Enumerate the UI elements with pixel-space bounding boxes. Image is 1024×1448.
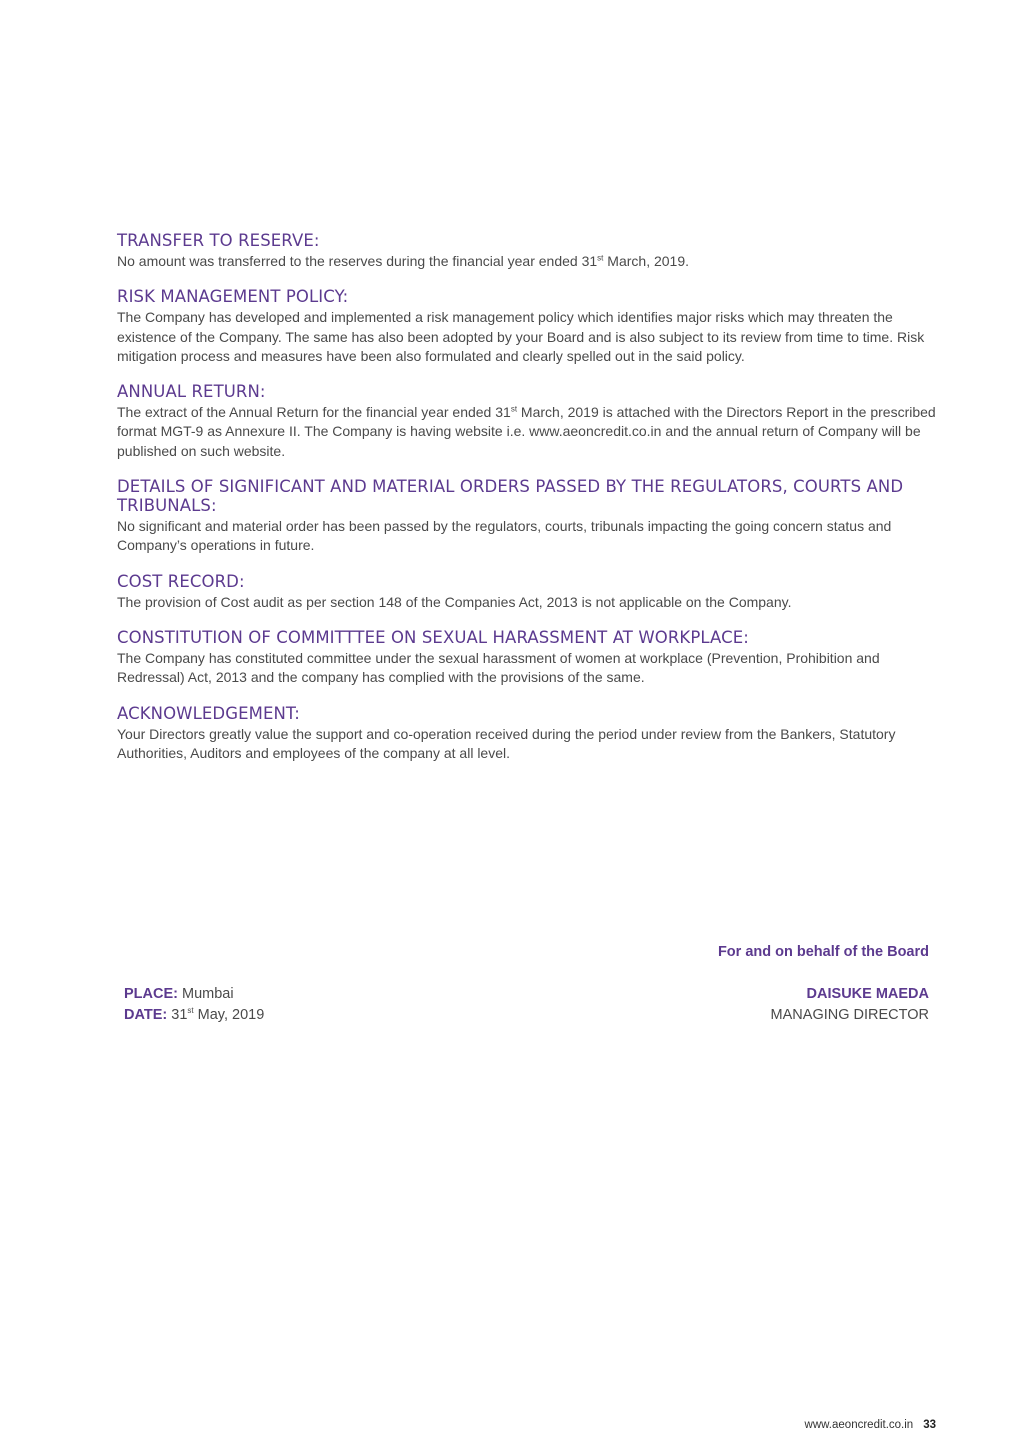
date-value-rest: May, 2019	[193, 1007, 265, 1023]
text-part: No amount was transferred to the reserves during the financial year ended 31	[117, 253, 598, 269]
text-part: March, 2019 is attached with the Directors Report in the prescribed format MGT-9 as Annexure II. The Company is having website i.e. www.aeoncredit.co.in and the annual return of Company will be published on such website.	[117, 404, 936, 459]
section-transfer-to-reserve	[117, 231, 937, 271]
section-text: Your Directors greatly value the support and co-operation received during the period under review from the Bankers, Statutory Authorities, Auditors and employees of the company at all level.	[117, 725, 896, 761]
section-heading: CONSTITUTION OF COMMITTTEE ON SEXUAL HARASSMENT AT WORKPLACE:	[117, 627, 749, 647]
section-text: The Company has developed and implemented a risk management policy which identifies major risks which may threaten the existence of the Company. The same has also been adopted by your Board and is also subject to its review from time to time. Risk mitigation process and measures have been also formulated and clearly spelled out in the said policy.	[117, 309, 925, 364]
section-heading: RISK MANAGEMENT POLICY:	[117, 287, 349, 307]
section-annual-return	[117, 382, 937, 461]
section-text: The Company has constituted committee under the sexual harassment of women at workplace (Prevention, Prohibition and Redressal) Act, 2013 and the company has complied with the provisions of the same.	[117, 649, 880, 686]
section-text	[117, 252, 937, 271]
place-label: PLACE:	[124, 986, 178, 1002]
text-part: The extract of the Annual Return for the financial year ended 31	[117, 404, 511, 421]
section-heading: ANNUAL RETURN:	[117, 382, 266, 402]
ordinal-suffix: st	[187, 1006, 194, 1016]
place-value: Mumbai	[177, 986, 234, 1002]
text-part: March, 2019.	[603, 253, 690, 269]
date-value: 31	[167, 1007, 188, 1023]
page-footer	[805, 1419, 936, 1431]
date-label: DATE:	[124, 1007, 168, 1023]
signatory-name: DAISUKE MAEDA	[806, 986, 929, 1002]
section-heading: TRANSFER TO RESERVE:	[117, 231, 320, 250]
board-signoff: For and on behalf of the Board	[717, 944, 929, 960]
page-number: 33	[923, 1419, 936, 1431]
section-cost-record	[117, 572, 937, 612]
signatory-designation: MANAGING DIRECTOR	[770, 1007, 929, 1023]
section-text: No significant and material order has been passed by the regulators, courts, tribunals impacting the going concern status and Company’s operations in future.	[117, 518, 892, 554]
date-line	[124, 1007, 264, 1023]
section-significant-orders	[117, 477, 937, 556]
section-heading: DETAILS OF SIGNIFICANT AND MATERIAL ORDERS PASSED BY THE REGULATORS, COURTS AND TRIBUNALS:	[117, 477, 904, 516]
report-body	[117, 231, 937, 779]
section-text	[117, 403, 937, 461]
footer-website: www.aeoncredit.co.in	[804, 1419, 914, 1431]
section-heading: ACKNOWLEDGEMENT:	[117, 703, 300, 723]
ordinal-suffix: st	[510, 404, 518, 414]
section-risk-management-policy	[117, 287, 937, 366]
section-text: The provision of Cost audit as per section 148 of the Companies Act, 2013 is not applicable on the Company.	[117, 593, 792, 610]
section-sexual-harassment-committee	[117, 628, 937, 688]
section-heading: COST RECORD:	[117, 571, 245, 591]
place-line	[124, 986, 234, 1002]
section-acknowledgement	[117, 704, 937, 764]
ordinal-suffix: st	[597, 253, 604, 263]
